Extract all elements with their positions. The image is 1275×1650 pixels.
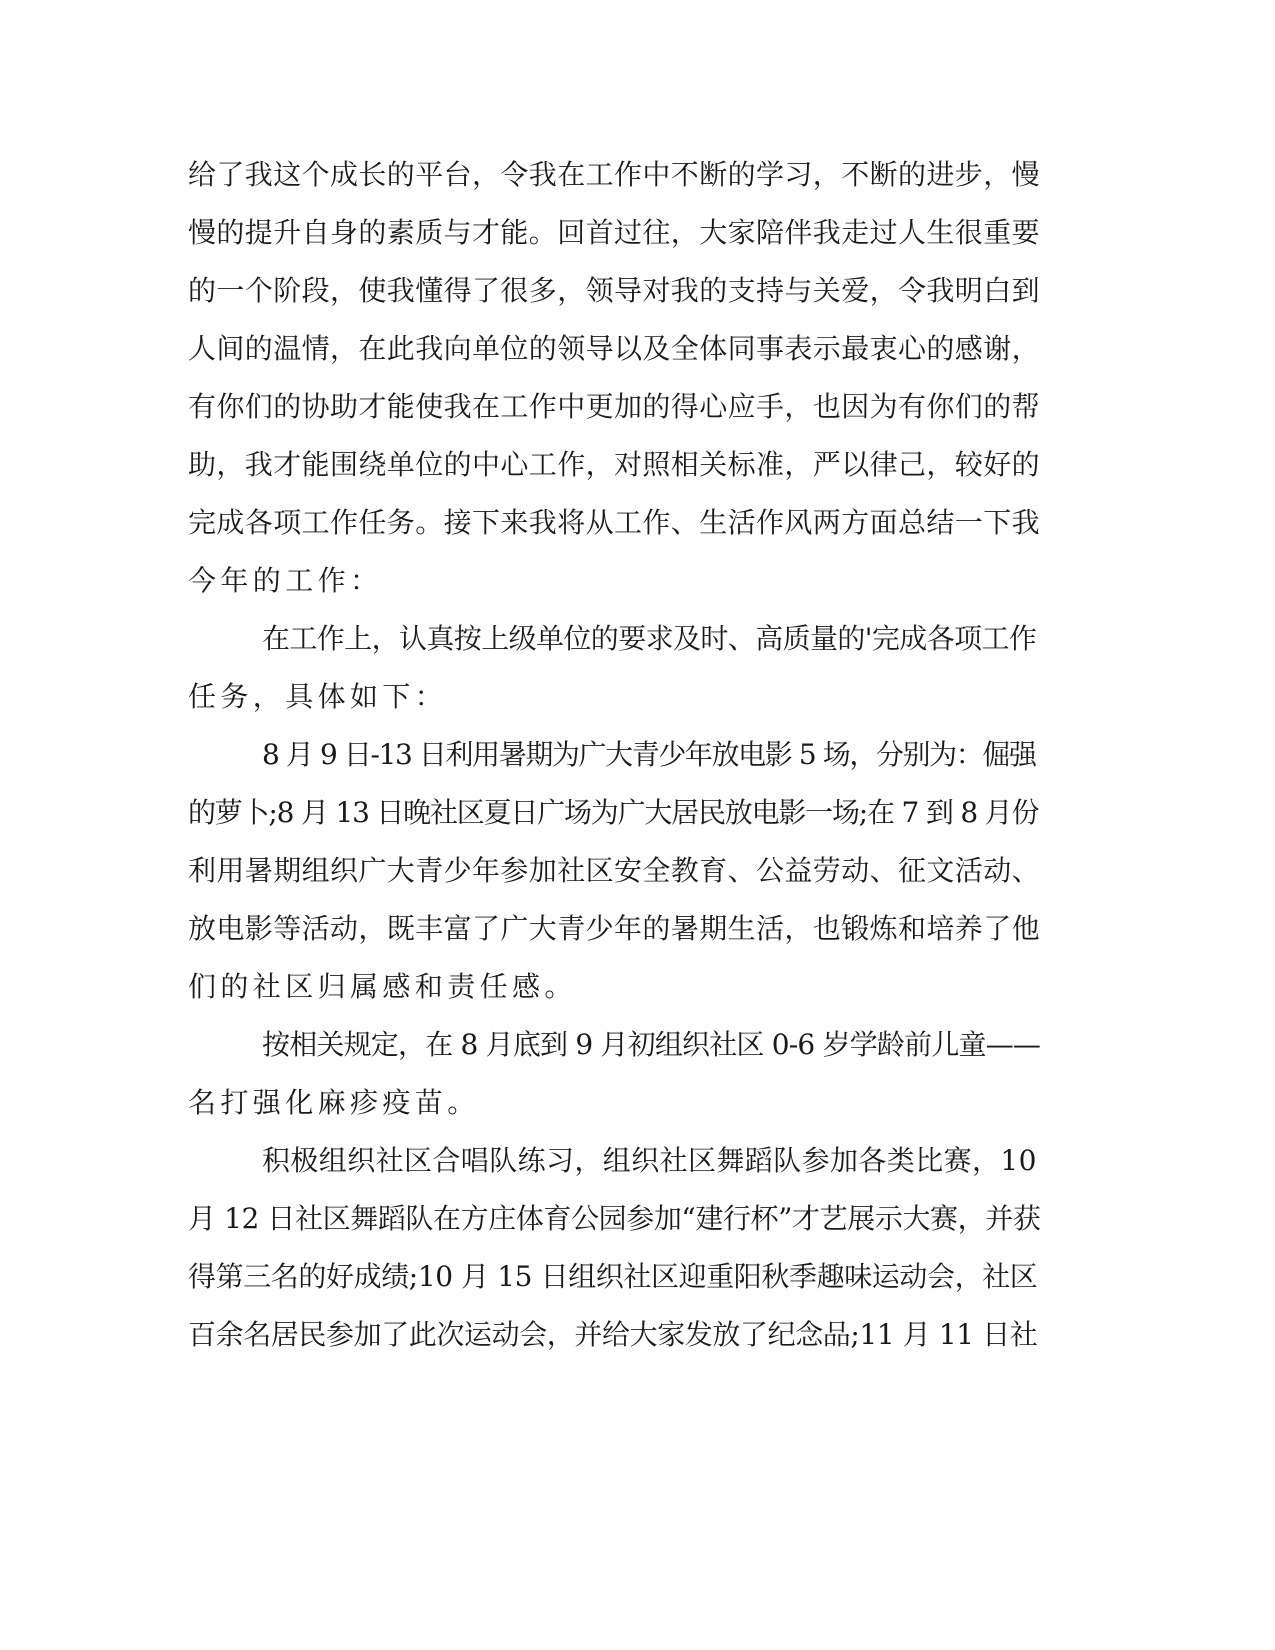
text-line: 名打强化麻疹疫苗。: [188, 1086, 480, 1119]
text-line: 助，我才能围绕单位的中心工作，对照相关标准，严以律己，较好的: [188, 448, 1041, 481]
paragraph-first-line: 8 月 9 日-13 日利用暑期为广大青少年放电影 5 场，分别为：倔强: [262, 738, 1036, 771]
text-line: 今年的工作：: [188, 564, 383, 597]
text-line: 人间的温情，在此我向单位的领导以及全体同事表示最衷心的感谢，: [188, 332, 1041, 365]
text-line: 们的社区归属感和责任感。: [188, 970, 577, 1003]
paragraph-first-line: 在工作上，认真按上级单位的要求及时、高质量的'完成各项工作: [262, 622, 1037, 655]
text-line: 利用暑期组织广大青少年参加社区安全教育、公益劳动、征文活动、: [188, 854, 1041, 887]
text-line: 得第三名的好成绩;10 月 15 日组织社区迎重阳秋季趣味运动会，社区: [188, 1260, 1038, 1293]
paragraph-first-line: 按相关规定，在 8 月底到 9 月初组织社区 0-6 岁学龄前儿童——: [262, 1028, 1041, 1061]
text-line: 给了我这个成长的平台，令我在工作中不断的学习，不断的进步，慢: [188, 158, 1041, 191]
text-line: 慢的提升自身的素质与才能。回首过往，大家陪伴我走过人生很重要: [188, 216, 1041, 249]
text-line: 有你们的协助才能使我在工作中更加的得心应手，也因为有你们的帮: [188, 390, 1041, 423]
text-line: 完成各项工作任务。接下来我将从工作、生活作风两方面总结一下我: [188, 506, 1041, 539]
paragraph-first-line: 积极组织社区合唱队练习，组织社区舞蹈队参加各类比赛，10: [262, 1144, 1037, 1177]
text-line: 百余名居民参加了此次运动会，并给大家发放了纪念品;11 月 11 日社: [188, 1318, 1038, 1351]
text-line: 月 12 日社区舞蹈队在方庄体育公园参加“建行杯”才艺展示大赛，并获: [188, 1202, 1041, 1235]
text-line: 的一个阶段，使我懂得了很多，领导对我的支持与关爱，令我明白到: [188, 274, 1041, 307]
text-line: 任务，具体如下：: [188, 680, 448, 713]
text-line: 的萝卜;8 月 13 日晚社区夏日广场为广大居民放电影一场;在 7 到 8 月份: [188, 796, 1039, 829]
text-line: 放电影等活动，既丰富了广大青少年的暑期生活，也锻炼和培养了他: [188, 912, 1041, 945]
